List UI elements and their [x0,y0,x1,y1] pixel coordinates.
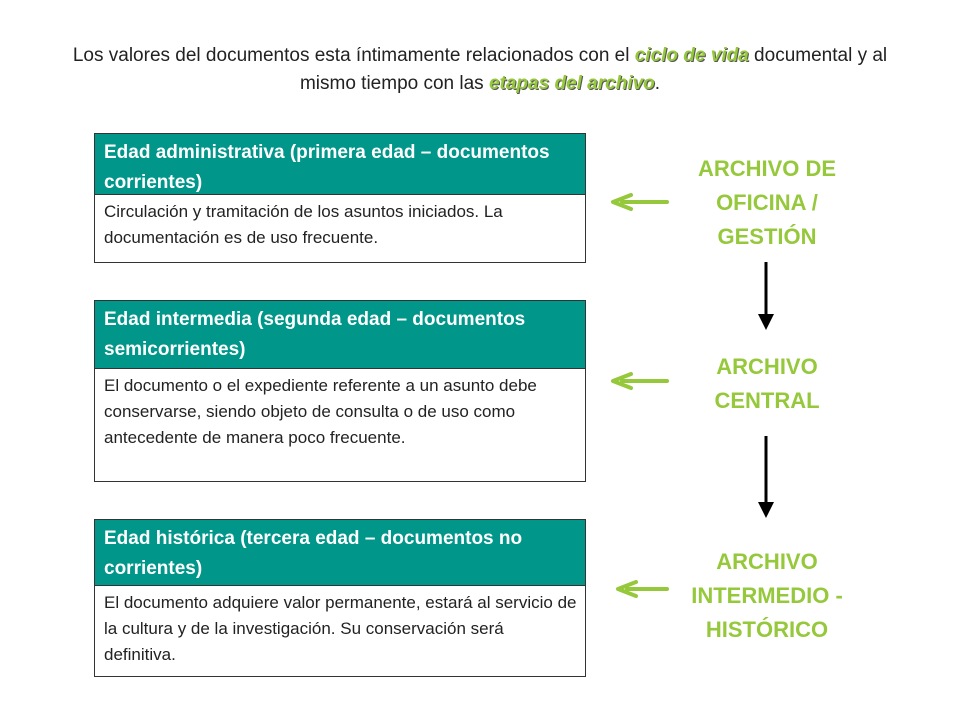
archive-central-label: ARCHIVO CENTRAL [714,354,820,413]
intro-highlight-lifecycle: ciclo de vida [634,45,749,66]
intro-part-2: documental y al mismo tiempo con las [299,45,888,94]
intro-highlight-stages: etapas del archivo [488,73,655,94]
age-box-historic [94,519,586,677]
age-box-intermediate [94,300,586,482]
age-description: Circulación y tramitación de los asuntos iniciados. La documentación es de uso frecuente. [104,202,503,247]
intro-part-3: . [654,73,661,94]
archive-office-label: ARCHIVO DE OFICINA / GESTIÓN [697,156,837,249]
age-title: Edad administrativa (primera edad – documentos corrientes) [95,134,585,195]
left-arrow-icon [618,582,667,596]
intro-text [60,42,900,98]
age-box-administrative [94,133,586,263]
left-arrow-icon [613,374,667,388]
down-arrow-icon [758,262,774,330]
left-arrow-icon [613,195,667,209]
age-description: El documento o el expediente referente a un asunto debe conservarse, siendo objeto de consulta o de uso como antecedente de manera poco frecuente. [104,376,537,447]
archive-historic-label: ARCHIVO INTERMEDIO - HISTÓRICO [691,549,843,642]
age-title: Edad histórica (tercera edad – documentos no corrientes) [95,520,585,586]
intro-part-1: Los valores del documentos esta íntimamente relacionados con el [72,45,635,66]
age-description: El documento adquiere valor permanente, estará al servicio de la cultura y de la investigación. Su conservación será definitiva. [104,593,577,664]
age-title: Edad intermedia (segunda edad – documentos semicorrientes) [95,301,585,369]
down-arrow-icon [758,436,774,518]
